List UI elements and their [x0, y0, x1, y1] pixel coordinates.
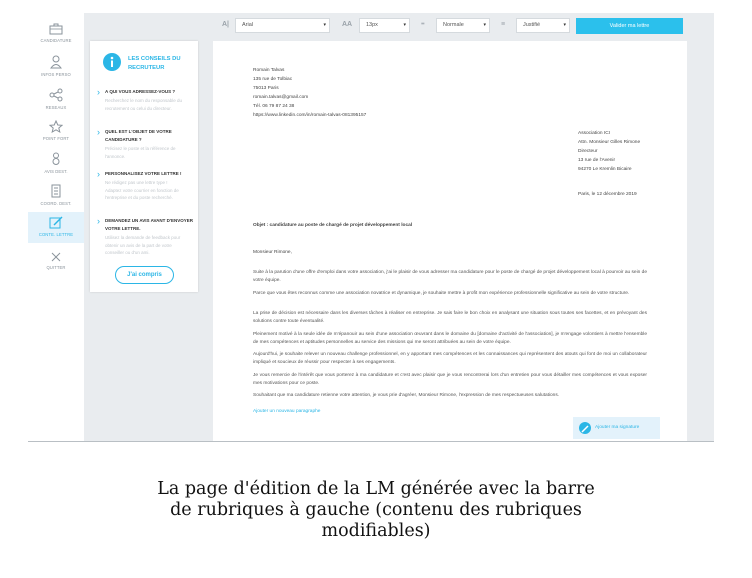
- briefcase-icon: [49, 23, 63, 35]
- info-icon: [103, 53, 121, 71]
- recruiter-tips-panel: [90, 41, 198, 292]
- tip-answer: Précisez le poste et la référence de l'annonce.: [105, 146, 176, 159]
- alignment-select[interactable]: [516, 18, 570, 33]
- sidebar-item-conte-lettre[interactable]: [28, 212, 84, 243]
- letter-paragraph[interactable]: La prise de décision est nécessaire dans les diverses tâches à réaliser en entreprise. Je sais faire le bon choix en analysant une situation sous toutes ses facettes, et en prévoyant des solutions contre toute éventualité.: [253, 311, 647, 324]
- sidebar-item-label: COORD. DEST.: [40, 201, 72, 206]
- chevron-right-icon: ›: [97, 87, 100, 97]
- font-size-value: 13px: [366, 22, 378, 28]
- letter-paragraph[interactable]: Souhaitant que ma candidature retienne votre attention, je vous prie d'agréer, Monsieur Rimone, l'expression de mes respectueuses salutations.: [253, 393, 560, 398]
- caption-line: de rubriques à gauche (contenu des rubriques: [170, 500, 582, 520]
- chevron-down-icon: ▾: [403, 22, 406, 28]
- sender-line: 135 rue de Tolbiac: [253, 77, 293, 82]
- add-signature-button[interactable]: [573, 417, 660, 439]
- tips-title: LES CONSEILS DU RECRUTEUR: [128, 56, 181, 71]
- formatting-toolbar: [84, 13, 714, 39]
- font-size-select[interactable]: [359, 18, 410, 33]
- sidebar-item-reseaux[interactable]: [28, 88, 84, 118]
- recipient-line: Attn. Monsieur Gilles Rimone: [578, 140, 641, 145]
- sidebar-item-label: CANDIDATURE: [40, 38, 72, 43]
- letter-paragraph[interactable]: Aujourd'hui, je souhaite relever un nouveau challenge professionnel, en y apportant mes compétences et les connaissances qui représentent des atouts qui font de moi un collaborateur impliqué et soucieux de réussir pour respecter à ses engagements.: [253, 352, 647, 365]
- editor-workspace: [84, 13, 714, 441]
- paragraph-style-select[interactable]: [436, 18, 490, 33]
- sidebar-item-label: POINT FORT: [42, 136, 70, 141]
- sidebar-item-avis-dest[interactable]: [28, 152, 84, 182]
- pen-icon: [579, 422, 591, 434]
- sidebar-item-quitter[interactable]: [28, 252, 84, 282]
- chevron-right-icon: ›: [97, 169, 100, 179]
- recipient-line: 13 rue de l'Avenir: [578, 158, 616, 163]
- validate-letter-button[interactable]: Valider ma lettre: [576, 18, 683, 34]
- paragraph-style-icon: ⁼: [421, 22, 425, 29]
- recipient-line: Directeur: [578, 149, 598, 154]
- font-family-select[interactable]: [235, 18, 330, 33]
- recipient-line: Association ICI: [578, 131, 610, 136]
- letter-salutation[interactable]: Monsieur Rimone,: [253, 250, 292, 255]
- add-paragraph-link[interactable]: Ajouter un nouveau paragraphe: [253, 409, 321, 414]
- app-window: [28, 13, 714, 442]
- paragraph-style-value: Normale: [443, 22, 464, 28]
- building-icon: [51, 184, 61, 198]
- chevron-down-icon: ▾: [483, 22, 486, 28]
- recipient-line: 94270 Le Kremlin Bicaire: [578, 167, 632, 172]
- caption-line: modifiables): [321, 521, 431, 541]
- edit-icon: [49, 216, 63, 229]
- section-sidebar: [28, 13, 84, 441]
- font-icon: A|: [222, 21, 230, 28]
- sidebar-item-candidature[interactable]: [28, 23, 84, 53]
- tip-answer: Recherchez le nom du responsable du recrutement ou celui du directeur.: [105, 98, 183, 111]
- chevron-down-icon: ▾: [323, 22, 326, 28]
- chevron-down-icon: ▾: [563, 22, 566, 28]
- sidebar-item-point-fort[interactable]: [28, 120, 84, 150]
- sidebar-item-label: INFOS PERSO: [41, 72, 71, 77]
- sidebar-item-label: RESEAUX: [45, 105, 67, 110]
- sender-line: romain.talvas@gmail.com: [253, 95, 309, 100]
- letter-paragraph[interactable]: Suite à la parution d'une offre d'emploi dans votre association, j'ai le plaisir de vous adresser ma candidature pour le poste de chargé de projet développement local à pourvoir au sein de votre équipe.: [253, 270, 647, 283]
- sidebar-item-infos-perso[interactable]: [28, 55, 84, 85]
- tip-question: QUEL EST L'OBJET DE VOTRE CANDIDATURE ?: [105, 129, 172, 142]
- alignment-value: Justifié: [523, 22, 541, 28]
- close-icon: [51, 252, 61, 262]
- tip-answer: Ne rédigez pas une lettre type ! Adaptez votre courrier en fonction de l'entreprise et du poste recherché.: [105, 180, 179, 200]
- understood-button[interactable]: J'ai compris: [115, 266, 174, 284]
- sender-line: Romain Talvas: [253, 68, 285, 73]
- star-icon: [49, 120, 63, 133]
- chevron-right-icon: ›: [97, 216, 100, 226]
- letter-paragraph[interactable]: Parce que vous êtes reconnus comme une association novatrice et dynamique, je souhaite mettre à profit mon expérience professionnelle significative au sein de votre structure.: [253, 291, 630, 296]
- tip-question: PERSONNALISEZ VOTRE LETTRE !: [105, 171, 182, 176]
- font-family-value: Arial: [242, 22, 254, 28]
- caption-line: La page d'édition de la LM générée avec la barre: [157, 479, 595, 499]
- figure-caption: [0, 479, 752, 542]
- sender-line: Tél. 06 79 87 24 38: [253, 104, 295, 109]
- person-icon: [50, 55, 62, 69]
- sidebar-item-coord-dest[interactable]: [28, 184, 84, 214]
- letter-page[interactable]: [213, 41, 687, 441]
- align-icon: ≡: [501, 21, 506, 28]
- chevron-right-icon: ›: [97, 127, 100, 137]
- letter-date[interactable]: Paris, le 12 décembre 2019: [578, 192, 637, 197]
- sender-line: https://www.linkedin.com/in/romain-talvas-081395157: [253, 113, 367, 118]
- people-icon: [50, 152, 62, 166]
- share-icon: [49, 88, 63, 102]
- letter-paragraph[interactable]: Pleinement motivé à la seule idée de m'épanouir au sein d'une association œuvrant dans le domaine du [domaine d'activité de l'association], je m'engage volontiers à mettre l'ensemble de mes compétences et aptitudes personnelles au service des missions qui me seront attribuées au sein de votre équipe.: [253, 332, 647, 345]
- sidebar-item-label: AVIS DEST.: [44, 169, 68, 174]
- tip-answer: Utilisez la demande de feedback pour obtenir un avis de la part de votre conseiller ou d'un ami.: [105, 235, 181, 255]
- add-signature-label: Ajouter ma signature: [595, 425, 640, 430]
- sender-line: 75013 Paris: [253, 86, 279, 91]
- font-size-icon: AA: [342, 21, 353, 28]
- letter-paragraph[interactable]: Je vous remercie de l'intérêt que vous porterez à ma candidature et c'est avec plaisir que je vous rencontrerai lors d'un entretien pour vous détailler mes compétences et vous exposer mes motivations pour ce poste.: [253, 373, 647, 386]
- sidebar-item-label: CONTE. LETTRE: [38, 232, 74, 237]
- letter-subject[interactable]: Objet : candidature au poste de chargé de projet développement local: [253, 223, 413, 228]
- sidebar-item-label: QUITTER: [46, 265, 66, 270]
- tip-question: DEMANDEZ UN AVIS AVANT D'ENVOYER VOTRE LETTRE.: [105, 218, 193, 231]
- tip-question: A QUI VOUS ADRESSEZ-VOUS ?: [105, 89, 176, 94]
